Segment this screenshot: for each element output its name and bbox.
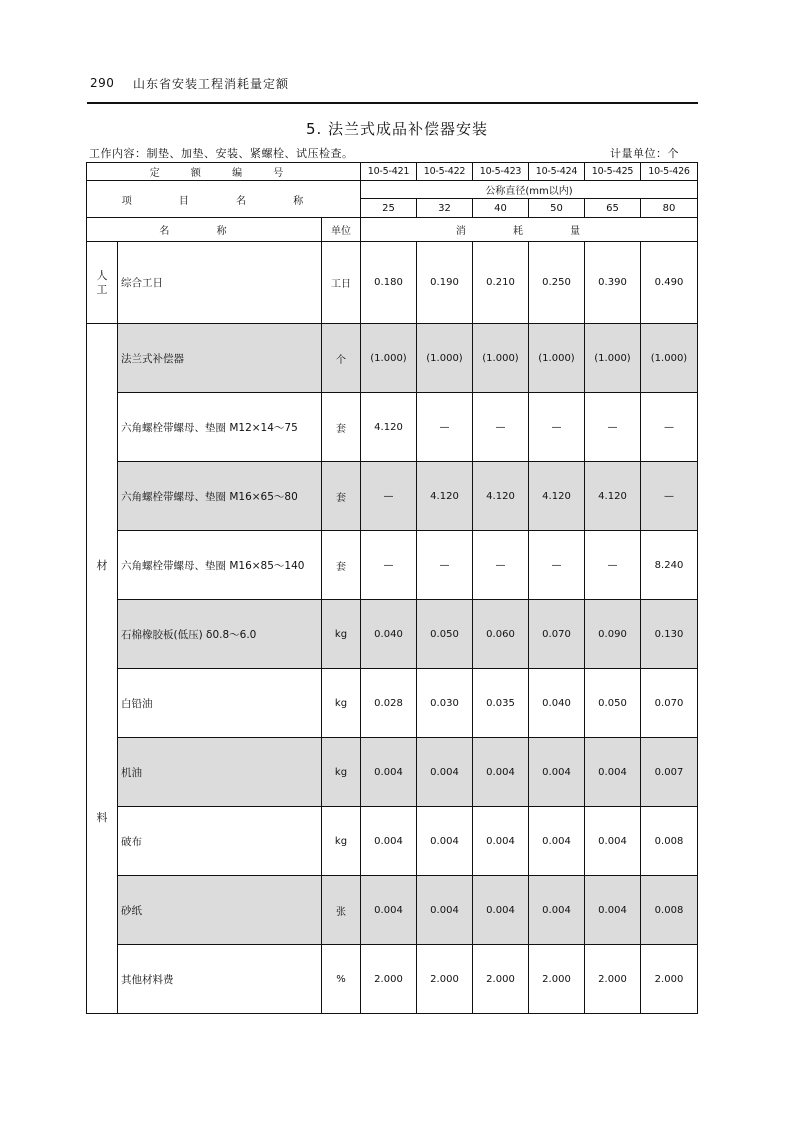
material-category bbox=[87, 324, 118, 1014]
material-row bbox=[87, 738, 698, 807]
consumption-value: 0.040 bbox=[361, 600, 417, 669]
consumption-value: 4.120 bbox=[585, 462, 641, 531]
consumption-value: 0.060 bbox=[473, 600, 529, 669]
consumption-value: — bbox=[473, 531, 529, 600]
material-row bbox=[87, 945, 698, 1014]
consumption-value: 0.004 bbox=[361, 876, 417, 945]
item-name: 砂纸 bbox=[118, 876, 322, 945]
material-category-bottom: 料 bbox=[96, 811, 108, 824]
param-value: 40 bbox=[473, 199, 529, 218]
consumption-value: (1.000) bbox=[641, 324, 698, 393]
param-value: 25 bbox=[361, 199, 417, 218]
consumption-value: — bbox=[585, 531, 641, 600]
param-label: 公称直径(mm以内) bbox=[361, 181, 698, 199]
consumption-value: 0.070 bbox=[641, 669, 698, 738]
param-value: 65 bbox=[585, 199, 641, 218]
consumption-value: — bbox=[641, 462, 698, 531]
quota-code: 10-5-422 bbox=[417, 163, 473, 181]
material-row bbox=[87, 462, 698, 531]
item-unit: 张 bbox=[322, 876, 361, 945]
material-row bbox=[87, 669, 698, 738]
consumption-value: — bbox=[417, 393, 473, 462]
item-unit: 套 bbox=[322, 393, 361, 462]
item-unit: kg bbox=[322, 738, 361, 807]
page-header bbox=[87, 70, 698, 104]
item-unit: 套 bbox=[322, 531, 361, 600]
consumption-value: 0.004 bbox=[585, 807, 641, 876]
quota-table bbox=[86, 162, 698, 1014]
item-name: 白铅油 bbox=[118, 669, 322, 738]
consumption-value: 2.000 bbox=[529, 945, 585, 1014]
labor-category-label: 人工 bbox=[96, 268, 108, 296]
table-body bbox=[87, 163, 698, 1014]
consumption-value: — bbox=[361, 462, 417, 531]
item-name: 六角螺栓带螺母、垫圈 M16×65～80 bbox=[118, 462, 322, 531]
item-name: 机油 bbox=[118, 738, 322, 807]
consumption-value: 0.130 bbox=[641, 600, 698, 669]
param-value: 80 bbox=[641, 199, 698, 218]
consumption-value: 4.120 bbox=[361, 393, 417, 462]
consumption-value: — bbox=[529, 393, 585, 462]
consumption-value: 0.004 bbox=[417, 738, 473, 807]
consumption-value: (1.000) bbox=[529, 324, 585, 393]
item-name: 综合工日 bbox=[118, 242, 322, 324]
code-label: 定 额 编 号 bbox=[87, 163, 361, 181]
consumption-value: 0.180 bbox=[361, 242, 417, 324]
consumption-value: 0.210 bbox=[473, 242, 529, 324]
consumption-value: 0.004 bbox=[417, 876, 473, 945]
item-name: 破布 bbox=[118, 807, 322, 876]
unit-note: 计量单位：个 bbox=[610, 147, 679, 160]
consumption-value: 4.120 bbox=[417, 462, 473, 531]
item-unit: kg bbox=[322, 600, 361, 669]
consumption-value: — bbox=[641, 393, 698, 462]
consumption-value: 0.070 bbox=[529, 600, 585, 669]
consumption-value: 0.008 bbox=[641, 876, 698, 945]
consumption-value: 0.004 bbox=[361, 738, 417, 807]
quota-code: 10-5-425 bbox=[585, 163, 641, 181]
consumption-value: 0.004 bbox=[361, 807, 417, 876]
consumption-value: — bbox=[585, 393, 641, 462]
consumption-value: (1.000) bbox=[585, 324, 641, 393]
consumption-value: 0.050 bbox=[417, 600, 473, 669]
item-unit: 套 bbox=[322, 462, 361, 531]
consumption-value: (1.000) bbox=[473, 324, 529, 393]
consumption-value: 0.090 bbox=[585, 600, 641, 669]
consumption-value: 0.050 bbox=[585, 669, 641, 738]
consumption-value: 0.007 bbox=[641, 738, 698, 807]
item-unit: % bbox=[322, 945, 361, 1014]
unit-header: 单位 bbox=[322, 218, 361, 242]
item-name: 六角螺栓带螺母、垫圈 M16×85～140 bbox=[118, 531, 322, 600]
consumption-value: 0.490 bbox=[641, 242, 698, 324]
labor-row bbox=[87, 242, 698, 324]
consumption-value: — bbox=[529, 531, 585, 600]
consumption-value: 4.120 bbox=[529, 462, 585, 531]
consumption-value: 0.004 bbox=[529, 876, 585, 945]
consumption-value: 0.390 bbox=[585, 242, 641, 324]
consumption-value: 2.000 bbox=[361, 945, 417, 1014]
consumption-value: 0.004 bbox=[529, 738, 585, 807]
consumption-value: 2.000 bbox=[473, 945, 529, 1014]
consumption-value: (1.000) bbox=[361, 324, 417, 393]
consumption-value: 0.004 bbox=[473, 876, 529, 945]
material-row bbox=[87, 393, 698, 462]
item-name: 石棉橡胶板(低压) δ0.8～6.0 bbox=[118, 600, 322, 669]
consumption-value: 0.004 bbox=[473, 807, 529, 876]
consumption-value: — bbox=[361, 531, 417, 600]
consumption-header: 消 耗 量 bbox=[361, 218, 698, 242]
quota-code: 10-5-423 bbox=[473, 163, 529, 181]
item-name: 六角螺栓带螺母、垫圈 M12×14～75 bbox=[118, 393, 322, 462]
page-number: 290 bbox=[90, 76, 115, 90]
consumption-value: 0.030 bbox=[417, 669, 473, 738]
consumption-value: 4.120 bbox=[473, 462, 529, 531]
material-row bbox=[87, 876, 698, 945]
consumption-value: 2.000 bbox=[417, 945, 473, 1014]
consumption-value: 0.004 bbox=[473, 738, 529, 807]
consumption-value: 0.004 bbox=[529, 807, 585, 876]
section-title: 5. 法兰式成品补偿器安装 bbox=[305, 120, 489, 138]
quota-code: 10-5-424 bbox=[529, 163, 585, 181]
consumption-value: 0.028 bbox=[361, 669, 417, 738]
consumption-value: 0.004 bbox=[585, 876, 641, 945]
consumption-value: 0.004 bbox=[585, 738, 641, 807]
consumption-value: 0.040 bbox=[529, 669, 585, 738]
work-content: 工作内容：制垫、加垫、安装、紧螺栓、试压检查。 bbox=[89, 147, 354, 160]
item-unit: kg bbox=[322, 807, 361, 876]
param-value: 50 bbox=[529, 199, 585, 218]
consumption-value: — bbox=[473, 393, 529, 462]
item-unit: kg bbox=[322, 669, 361, 738]
item-label: 项 目 名 称 bbox=[87, 181, 361, 218]
material-row bbox=[87, 324, 698, 393]
item-unit: 工日 bbox=[322, 242, 361, 324]
column-header-row bbox=[87, 218, 698, 242]
consumption-value: 0.190 bbox=[417, 242, 473, 324]
consumption-value: 0.250 bbox=[529, 242, 585, 324]
item-name: 法兰式补偿器 bbox=[118, 324, 322, 393]
consumption-value: — bbox=[417, 531, 473, 600]
param-value: 32 bbox=[417, 199, 473, 218]
material-category-top: 材 bbox=[96, 559, 108, 572]
consumption-value: 8.240 bbox=[641, 531, 698, 600]
consumption-value: 2.000 bbox=[585, 945, 641, 1014]
quota-code: 10-5-426 bbox=[641, 163, 698, 181]
consumption-value: 0.004 bbox=[417, 807, 473, 876]
material-row bbox=[87, 600, 698, 669]
consumption-value: 0.008 bbox=[641, 807, 698, 876]
material-row bbox=[87, 531, 698, 600]
item-unit: 个 bbox=[322, 324, 361, 393]
consumption-value: (1.000) bbox=[417, 324, 473, 393]
name-header: 名 称 bbox=[87, 218, 322, 242]
book-title: 山东省安装工程消耗量定额 bbox=[133, 77, 290, 91]
item-name: 其他材料费 bbox=[118, 945, 322, 1014]
consumption-value: 2.000 bbox=[641, 945, 698, 1014]
material-row bbox=[87, 807, 698, 876]
quota-code: 10-5-421 bbox=[361, 163, 417, 181]
labor-category bbox=[87, 242, 118, 324]
consumption-value: 0.035 bbox=[473, 669, 529, 738]
param-label-row bbox=[87, 181, 698, 199]
code-row bbox=[87, 163, 698, 181]
